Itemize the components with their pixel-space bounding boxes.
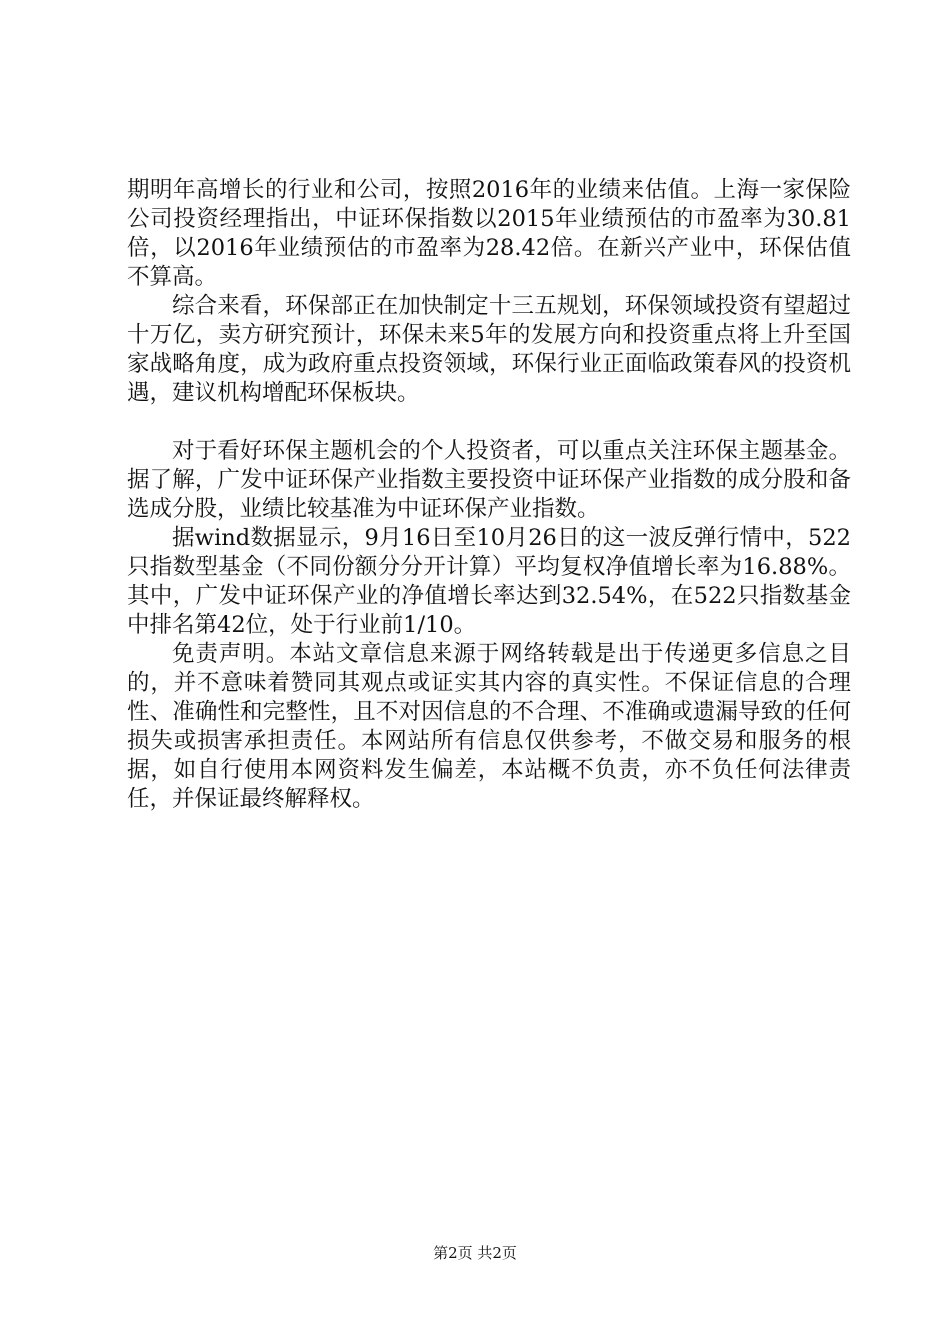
- page-number-footer: 第2页 共2页: [433, 1244, 517, 1262]
- paragraph-summary: 综合来看，环保部正在加快制定十三五规划，环保领域投资有望超过十万亿，卖方研究预计，环保未来5年的发展方向和投资重点将上升至国家战略角度，成为政府重点投资领域，环保行业正面临政策春风的投资机遇，建议机构增配环保板块。: [127, 293, 851, 406]
- paragraph-wind-data: 据wind数据显示，9月16日至10月26日的这一波反弹行情中，522只指数型基金（不同份额分分开计算）平均复权净值增长率为16.88%。其中，广发中证环保产业的净值增长率达到32.54%，在522只指数基金中排名第42位，处于行业前1/10。: [127, 525, 851, 638]
- paragraph-fund-advice: 对于看好环保主题机会的个人投资者，可以重点关注环保主题基金。据了解，广发中证环保产业指数主要投资中证环保产业指数的成分股和备选成分股，业绩比较基准为中证环保产业指数。: [127, 438, 851, 522]
- paragraph-disclaimer: 免责声明。本站文章信息来源于网络转载是出于传递更多信息之目的，并不意味着赞同其观点或证实其内容的真实性。不保证信息的合理性、准确性和完整性，且不对因信息的不合理、不准确或遗漏导致的任何损失或损害承担责任。本网站所有信息仅供参考，不做交易和服务的根据，如自行使用本网资料发生偏差，本站概不负责，亦不负任何法律责任，并保证最终解释权。: [127, 641, 851, 812]
- paragraph-continuation: 期明年高增长的行业和公司，按照2016年的业绩来估值。上海一家保险公司投资经理指出，中证环保指数以2015年业绩预估的市盈率为30.81倍，以2016年业绩预估的市盈率为28.42倍。在新兴产业中，环保估值不算高。: [127, 177, 851, 290]
- article-body: [127, 176, 851, 814]
